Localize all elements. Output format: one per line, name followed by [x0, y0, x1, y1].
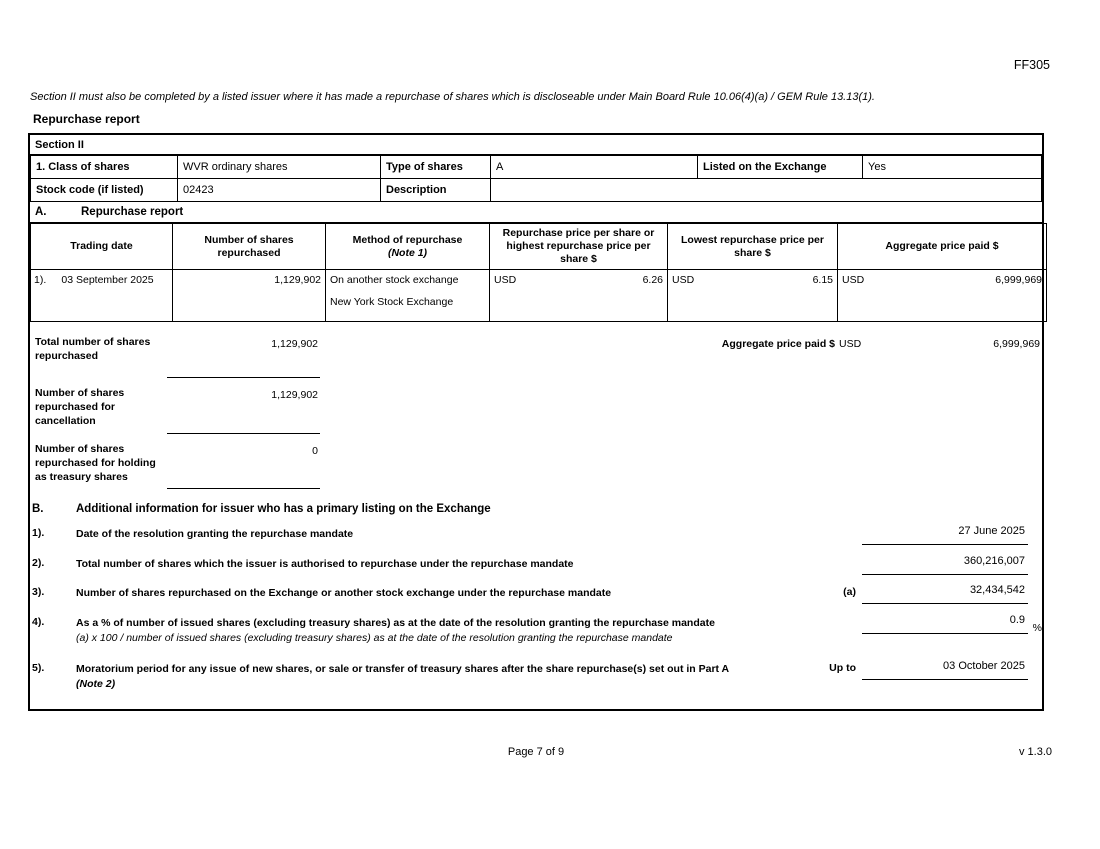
intro-note: Section II must also be completed by a listed issuer where it has made a repurchase of shares which is discloseable under Main Board Rule 10.06(4)(a) / GEM Rule 13.13(1).	[30, 91, 875, 103]
item-a-marker: (a)	[843, 585, 856, 598]
table-header-row	[31, 224, 1047, 270]
class-of-shares-value: WVR ordinary shares	[178, 156, 381, 179]
cancellation-row	[30, 387, 1042, 434]
item-text: Moratorium period for any issue of new shares, or sale or transfer of treasury shares after the share repurchase(s) set out in Part A	[76, 663, 730, 676]
treasury-label: Number of shares repurchased for holding as treasury shares	[35, 443, 156, 483]
total-shares-value: 1,129,902	[167, 336, 320, 378]
item-text: Number of shares repurchased on the Exchange or another stock exchange under the repurchase mandate	[76, 586, 612, 599]
section2-header: Section II	[30, 135, 1042, 155]
lowest-value: 6.15	[812, 274, 833, 287]
up-to-label: Up to	[829, 662, 856, 675]
part-b-section	[30, 503, 1042, 690]
type-of-shares-label: Type of shares	[381, 156, 491, 179]
lowest-currency: USD	[672, 274, 695, 287]
type-of-shares-value: A	[491, 156, 698, 179]
part-b-item-5	[30, 662, 1042, 690]
aggregate-total-currency: USD	[839, 338, 862, 351]
item-value-underline	[862, 555, 1028, 575]
item-number: 4).	[32, 615, 45, 628]
part-b-title-text: Additional information for issuer who has a primary listing on the Exchange	[76, 503, 491, 516]
col-trading-date: Trading date	[31, 224, 173, 270]
mandate-repurchased-value: 32,434,542	[969, 583, 1025, 596]
item-number: 1).	[32, 527, 45, 540]
cell-shares-repurchased: 1,129,902	[173, 270, 326, 322]
cell-aggregate-price	[838, 270, 1047, 322]
share-class-info-table	[30, 155, 1042, 202]
item-value-underline	[862, 614, 1028, 634]
col-shares-repurchased: Number of shares repurchased	[173, 224, 326, 270]
part-a-title-text: Repurchase report	[81, 206, 184, 218]
table-row	[31, 156, 1042, 179]
part-b-item-3	[30, 583, 1042, 600]
percent-sign: %	[1032, 621, 1042, 634]
col-method-text: Method of repurchase	[352, 233, 463, 246]
item-text: Total number of shares which the issuer is authorised to repurchase under the repurchase mandate	[76, 557, 574, 570]
table-row	[31, 179, 1042, 202]
aggregate-price-label: Aggregate price paid $	[721, 338, 835, 351]
class-of-shares-label: 1. Class of shares	[31, 156, 178, 179]
part-b-heading	[30, 503, 1042, 515]
part-b-item-2	[30, 554, 1042, 571]
item-text: Date of the resolution granting the repurchase mandate	[76, 528, 354, 541]
cell-trading-date	[31, 270, 173, 322]
authorised-shares-value: 360,216,007	[963, 554, 1025, 567]
aggregate-currency: USD	[842, 274, 865, 287]
row-index: 1).	[34, 274, 47, 287]
description-value	[491, 179, 1042, 202]
repurchase-table	[30, 223, 1047, 322]
cancellation-label: Number of shares repurchased for cancellation	[35, 387, 125, 427]
item-value-underline	[862, 584, 1028, 604]
item-number: 2).	[32, 556, 45, 569]
item-value-underline	[862, 660, 1028, 680]
part-b-item-1	[30, 527, 1042, 541]
price-currency: USD	[494, 274, 517, 287]
description-label: Description	[381, 179, 491, 202]
method-detail-value: New York Stock Exchange	[330, 296, 454, 309]
section2-box	[28, 133, 1044, 711]
total-shares-label: Total number of shares repurchased	[35, 336, 151, 363]
footer-page-number: Page 7 of 9	[507, 746, 565, 758]
price-value: 6.26	[642, 274, 663, 287]
part-b-letter: B.	[32, 503, 44, 516]
total-shares-row	[30, 336, 1042, 378]
col-method	[326, 224, 490, 270]
trading-date-value: 03 September 2025	[61, 274, 154, 287]
listed-on-exchange-value: Yes	[863, 156, 1042, 179]
page-title: Repurchase report	[33, 112, 140, 126]
treasury-row	[30, 443, 1042, 489]
aggregate-value: 6,999,969	[995, 274, 1042, 287]
col-repurchase-price: Repurchase price per share or highest repurchase price per share $	[490, 224, 668, 270]
aggregate-total-value: 6,999,969	[993, 338, 1040, 351]
cancellation-value: 1,129,902	[167, 387, 320, 434]
item-number: 3).	[32, 585, 45, 598]
part-a-heading	[30, 202, 1042, 223]
moratorium-date-value: 03 October 2025	[943, 660, 1025, 673]
item-note-2: (Note 2)	[76, 678, 116, 691]
treasury-value: 0	[167, 443, 320, 489]
part-b-item-4	[30, 613, 1042, 645]
cell-lowest-price	[668, 270, 838, 322]
method-value: On another stock exchange	[330, 274, 459, 287]
col-method-note: (Note 1)	[387, 246, 428, 259]
resolution-date-value: 27 June 2025	[958, 525, 1025, 538]
percentage-value: 0.9	[1009, 613, 1025, 626]
cell-method	[326, 270, 490, 322]
item-formula-note: (a) x 100 / number of issued shares (excluding treasury shares) as at the date of the resolution granting the repurchase mandate	[76, 632, 673, 645]
stock-code-value: 02423	[178, 179, 381, 202]
col-aggregate-price: Aggregate price paid $	[838, 224, 1047, 270]
totals-section	[30, 322, 1042, 489]
item-text: As a % of number of issued shares (excluding treasury shares) as at the date of the resolution granting the repurchase mandate	[76, 616, 715, 629]
footer-version: v 1.3.0	[1018, 746, 1052, 758]
part-a-letter: A.	[35, 206, 47, 218]
stock-code-label: Stock code (if listed)	[31, 179, 178, 202]
col-lowest-price: Lowest repurchase price per share $	[668, 224, 838, 270]
aggregate-price-paid	[710, 338, 1040, 350]
item-number: 5).	[32, 662, 45, 675]
listed-on-exchange-label: Listed on the Exchange	[698, 156, 863, 179]
table-row	[31, 270, 1047, 322]
form-code: FF305	[1013, 58, 1050, 72]
cell-repurchase-price	[490, 270, 668, 322]
item-value-underline	[862, 525, 1028, 545]
